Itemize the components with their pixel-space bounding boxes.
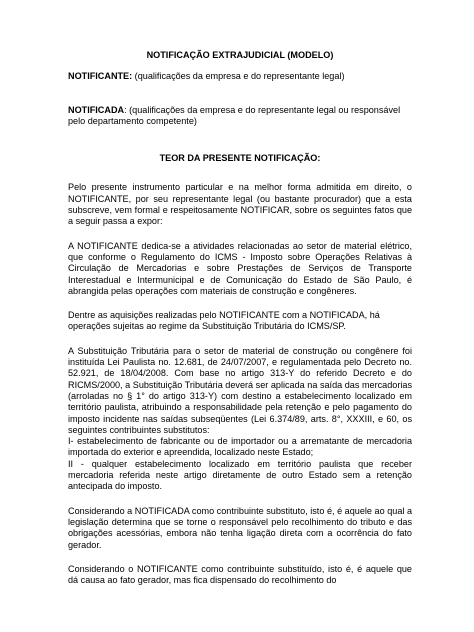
notificante-text: (qualificações da empresa e do representante legal) xyxy=(132,71,345,82)
paragraph-acquisitions: Dentre as aquisições realizadas pelo NOTIFICANTE com a NOTIFICADA, há operações sujeitas ao regime da Substituição Tributária do ICMS/SP. xyxy=(68,310,380,332)
notificante-label: NOTIFICANTE: xyxy=(68,71,133,82)
section-heading: TEOR DA PRESENTE NOTIFICAÇÃO: xyxy=(159,153,321,164)
paragraph-activity: A NOTIFICANTE dedica-se a atividades relacionadas ao setor de material elétrico, que conforme o Regulamento do ICMS - Imposto sobre Operações Relativas à Circulação de Mercadorias e sobre Prestações de Serviços de Transporte Interestadual e Intermunicipal e de Comunicação do Estado de São Paulo, é abrangida pelas operações com materiais de construção e congêneres. xyxy=(68,240,412,296)
document-body xyxy=(68,50,412,586)
paragraph-notificante-role: Considerando o NOTIFICANTE como contribuinte substituído, isto é, é aquele que dá causa ao fato gerador, mas fica dispensado do recolhimento do xyxy=(68,563,412,586)
paragraph-intro: Pelo presente instrumento particular e na melhor forma admitida em direito, o NOTIFICANTE, por seu representante legal (ou bastante procurador) que a esta subscreve, vem formal e respeitosamente NOTIFICAR, sobre os seguintes fatos que a seguir passa a expor: xyxy=(68,182,412,227)
notificada-text: : (qualificações da empresa e do representante legal ou responsável pelo departamento competente) xyxy=(68,104,401,126)
notificada-label: NOTIFICADA xyxy=(68,104,125,115)
list-item-i: I- estabelecimento de fabricante ou de importador ou a arrematante de mercadoria importada do exterior e apreendida, localizado neste Estado; xyxy=(68,436,412,458)
paragraph-substitution: A Substituição Tributária para o setor de material de construção ou congênere foi instituída Lei Paulista no. 12.681, de 24/07/2007, e regulamentada pelo Decreto no. 52.921, de 18/04/2008. Com base no artigo 313-Y do referido Decreto e do RICMS/2000, a Substituição Tributária deverá ser aplicada na saída das mercadorias (arroladas no § 1° do artigo 313-Y) com destino a estabelecimento localizado em território paulista, atribuindo a responsabilidade pela retenção e pelo pagamento do imposto incidente nas saídas subseqüentes (Lei 6.374/89, arts. 8°, XXXIII, e 60, os seguintes contribuintes substitutos: xyxy=(68,345,412,435)
document-title: NOTIFICAÇÃO EXTRAJUDICIAL (MODELO) xyxy=(146,50,334,60)
paragraph-notificada-role: Considerando a NOTIFICADA como contribuinte substituto, isto é, é aquele ao qual a legislação determina que se torne o responsável pelo recolhimento do tributo e das obrigações acessórias, embora não tenha ligação direta com a ocorrência do fato gerador. xyxy=(68,505,412,550)
list-item-ii: II - qualquer estabelecimento localizado em território paulista que receber mercadoria referida neste artigo diretamente de outro Estado sem a retenção antecipada do imposto. xyxy=(68,458,412,492)
notificada-line xyxy=(68,105,412,128)
notificante-line xyxy=(68,71,412,82)
